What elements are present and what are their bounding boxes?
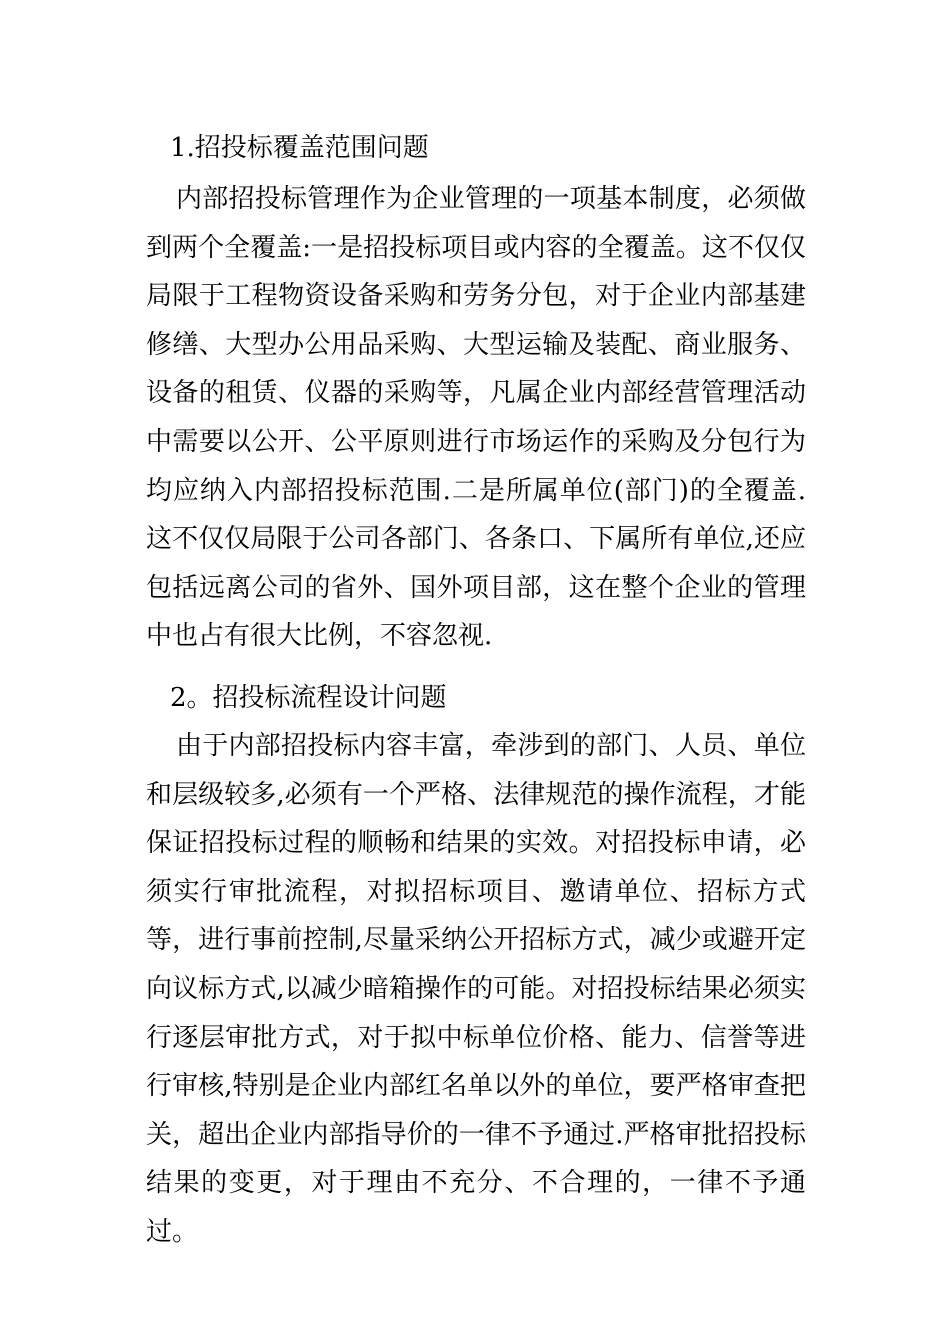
section-body-process: 由于内部招投标内容丰富，牵涉到的部门、人员、单位和层级较多,必须有一个严格、法律规范的操作流程，才能保证招投标过程的顺畅和结果的实效。对招投标申请，必须实行审批流程，对拟招标项目、邀请单位、招标方式等，进行事前控制,尽量采纳公开招标方式，减少或避开定向议标方式,以减少暗箱操作的可能。对招投标结果必须实行逐层审批方式，对于拟中标单位价格、能力、信誉等进行审核,特别是企业内部红名单以外的单位，要严格审查把关，超出企业内部指导价的一律不予通过.严格审批招投标结果的变更，对于理由不充分、不合理的，一律不予通过。 — [146, 731, 806, 1247]
section-heading-coverage: 1.招投标覆盖范围问题 — [170, 133, 429, 163]
section-body-coverage: 内部招投标管理作为企业管理的一项基本制度，必须做到两个全覆盖:一是招投标项目或内容的全覆盖。这不仅仅局限于工程物资设备采购和劳务分包，对于企业内部基建修缮、大型办公用品采购、大型运输及装配、商业服务、设备的租赁、仪器的采购等，凡属企业内部经营管理活动中需要以公开、公平原则进行市场运作的采购及分包行为均应纳入内部招投标范围.二是所属单位(部门)的全覆盖.这不仅仅局限于公司各部门、各条口、下属所有单位,还应包括远离公司的省外、国外项目部，这在整个企业的管理中也占有很大比例，不容忽视. — [146, 184, 806, 652]
section-heading-process: 2。招投标流程设计问题 — [170, 683, 447, 713]
